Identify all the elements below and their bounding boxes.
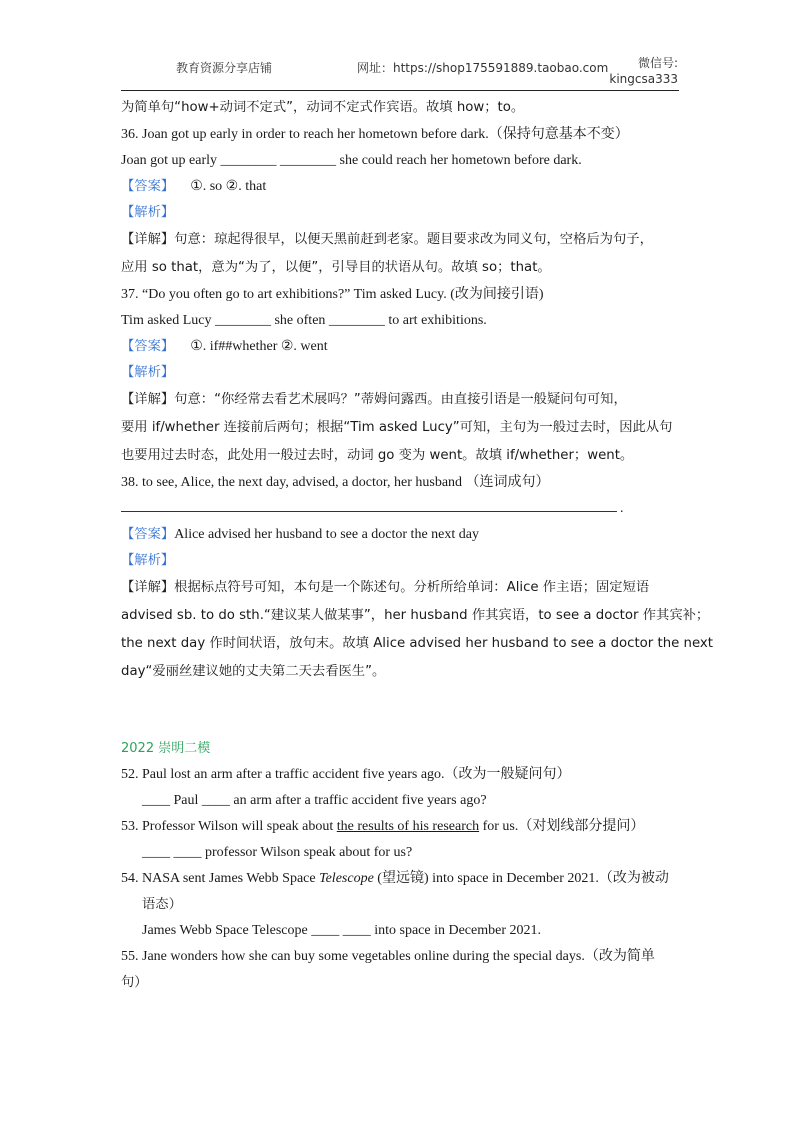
explanation-36-line-1: 【详解】句意：琼起得很早，以便天黑前赶到老家。题目要求改为同义句，空格后为句子， xyxy=(121,232,653,247)
analysis-label-38: 【解析】 xyxy=(121,553,175,568)
question-55: 55. Jane wonders how she can buy some vegetables online during the special days.（改为简单 xyxy=(121,949,655,964)
explanation-37-line-1: 【详解】句意：“你经常去看艺术展吗？”蒂姆问露西。由直接引语是一般疑问句可知， xyxy=(121,392,627,407)
section-title: 2022 崇明二模 xyxy=(121,741,211,756)
question-52-blanks: ____ Paul ____ an arm after a traffic accident five years ago? xyxy=(142,793,487,808)
question-36-blanks: Joan got up early ________ ________ she could reach her hometown before dark. xyxy=(121,153,582,168)
answer-text: ①. if##whether ②. went xyxy=(190,339,328,354)
answer-36 xyxy=(121,174,681,200)
q54-text-a: 54. NASA sent James Webb Space xyxy=(121,871,320,886)
explanation-38-line-3: the next day 作时间状语，放句末。故填 Alice advised her husband to see a doctor the next xyxy=(121,636,714,651)
explanation-37-line-2: 要用 if/whether 连接前后两句；根据“Tim asked Lucy”可知，主句为一般过去时，因此从句 xyxy=(121,420,673,435)
site-url: 网址：https://shop175591889.taobao.com xyxy=(357,61,609,75)
shop-name: 教育资源分享店铺 xyxy=(176,61,273,75)
q53-text-b: for us.（对划线部分提问） xyxy=(479,819,645,834)
explanation-36-line-2: 应用 so that，意为“为了，以便”，引导目的状语从句。故填 so；that。 xyxy=(121,260,551,275)
answer-label: 【答案】 xyxy=(121,527,175,542)
section-gap xyxy=(121,686,681,736)
header-divider xyxy=(121,90,679,91)
question-37: 37. “Do you often go to art exhibitions?” Tim asked Lucy. (改为间接引语) xyxy=(121,287,544,302)
analysis-label-37: 【解析】 xyxy=(121,365,175,380)
answer-38 xyxy=(121,522,681,548)
wechat-info xyxy=(609,55,678,87)
answer-text: Alice advised her husband to see a doctor the next day xyxy=(174,527,479,542)
q53-underlined: the results of his research xyxy=(336,819,480,834)
explanation-38-line-1: 【详解】根据标点符号可知，本句是一个陈述句。分析所给单词：Alice 作主语；固定短语 xyxy=(121,580,650,595)
wechat-label: 微信号: xyxy=(637,56,678,70)
answer-blank-rule xyxy=(121,511,617,512)
q54-text-b: (望远镜) into space in December 2021.（改为被动 xyxy=(373,871,669,886)
question-37-blanks: Tim asked Lucy ________ she often ________ to art exhibitions. xyxy=(121,313,487,328)
question-38-answer-line xyxy=(121,496,681,522)
answer-label: 【答案】 xyxy=(121,179,175,194)
prev-explanation-tail: 为简单句“how+动词不定式”，动词不定式作宾语。故填 how；to。 xyxy=(121,100,525,115)
question-54-blanks: James Webb Space Telescope ____ ____ into space in December 2021. xyxy=(142,923,541,938)
period: . xyxy=(620,501,624,516)
question-54-cont: 语态） xyxy=(142,897,182,912)
question-53-blanks: ____ ____ professor Wilson speak about for us? xyxy=(142,845,413,860)
question-53 xyxy=(121,814,681,840)
answer-37 xyxy=(121,334,681,360)
question-54 xyxy=(121,866,681,892)
answer-text: ①. so ②. that xyxy=(190,179,267,194)
question-52: 52. Paul lost an arm after a traffic accident five years ago.（改为一般疑问句） xyxy=(121,767,571,782)
analysis-label-36: 【解析】 xyxy=(121,205,175,220)
page-header xyxy=(0,52,800,92)
q54-italic: Telescope xyxy=(319,871,374,886)
explanation-38-line-2: advised sb. to do sth.“建议某人做某事”，her husband 作其宾语，to see a doctor 作其宾补； xyxy=(121,608,710,623)
answer-label: 【答案】 xyxy=(121,339,175,354)
explanation-38-line-4: day“爱丽丝建议她的丈夫第二天去看医生”。 xyxy=(121,664,386,679)
explanation-37-line-3: 也要用过去时态，此处用一般过去时，动词 go 变为 went。故填 if/whether；went。 xyxy=(121,448,634,463)
question-36: 36. Joan got up early in order to reach her hometown before dark.（保持句意基本不变） xyxy=(121,127,629,142)
wechat-id: kingcsa333 xyxy=(609,72,678,86)
question-38: 38. to see, Alice, the next day, advised, a doctor, her husband （连词成句） xyxy=(121,475,550,490)
document-body xyxy=(121,94,714,996)
question-55-cont: 句） xyxy=(121,975,148,990)
q53-text-a: 53. Professor Wilson will speak about xyxy=(121,819,337,834)
